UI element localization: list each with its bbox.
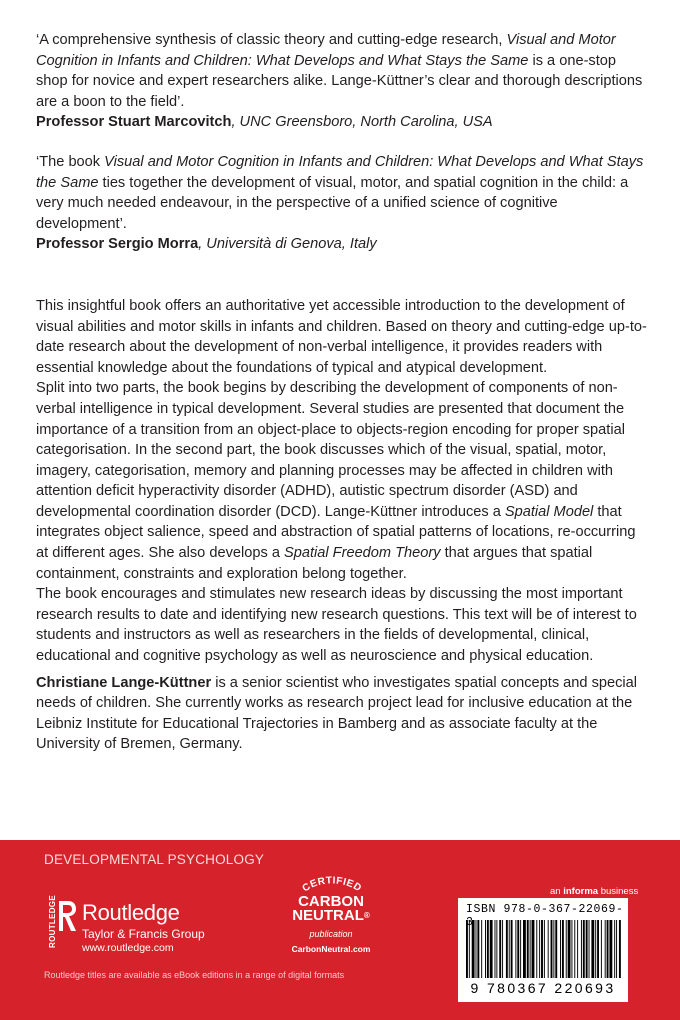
publisher-name: Routledge — [82, 900, 180, 925]
routledge-r-icon — [56, 899, 78, 933]
barcode-bar — [527, 920, 529, 978]
description-paragraph-2: Split into two parts, the book begins by describing the development of components of non-verbal intelligence in typical development. Several studies are presented that document the importance of a transition from an object-place to objects-region encoding for proper spatial categorisation. In the second part, the book discusses which of the visual, spatial, motor, imagery, categorisation, memory and planning processes may be affected in children with attention deficit hyperactivity disorder (ADHD), autistic spectrum disorder (ASD) and developmental coordination disorder (DCD). Lange-Küttner introduces a Spatial Model that integrates object salience, speed and abstraction of spatial patterns of locations, re-occurring at different ages. She also develops a Spatial Freedom Theory that argues that spatial containment, constraints and exploration belong together. — [36, 380, 636, 582]
barcode-bar — [530, 920, 531, 978]
barcode-bar — [469, 920, 470, 978]
barcode-bar — [544, 920, 545, 978]
publisher-group: Taylor & Francis Group — [82, 927, 205, 941]
author-name: Christiane Lange-Küttner — [36, 674, 212, 691]
endorsement-attribution — [36, 112, 648, 133]
barcode-bar — [481, 920, 482, 978]
endorser-name: Professor Stuart Marcovitch — [36, 114, 232, 131]
barcode-bar — [487, 920, 489, 978]
cover-text — [36, 30, 648, 755]
barcode-bar — [560, 920, 561, 978]
endorsement-attribution — [36, 234, 648, 255]
spatial-model-term: Spatial Model — [504, 503, 594, 520]
barcode-bar — [607, 920, 609, 978]
barcode-bar — [551, 920, 553, 978]
barcode-bar — [586, 920, 588, 978]
series-label: DEVELOPMENTAL PSYCHOLOGY — [44, 852, 265, 867]
ebook-note: Routledge titles are available as eBook editions in a range of digital formats — [44, 970, 345, 980]
barcode-bar — [541, 920, 543, 978]
barcode-bar — [609, 920, 612, 978]
barcode-bar — [476, 920, 477, 978]
barcode-bar — [472, 920, 475, 978]
description-paragraph-3: The book encourages and stimulates new research ideas by discussing the most important research results to date and identifying new research questions. This text will be of interest to students and instructors as well as researchers in the fields of developmental, clinical, educational and cognitive psychology as well as neuroscience and physical education. — [36, 586, 637, 665]
barcode-bar — [591, 920, 594, 978]
barcode-bar — [616, 920, 617, 978]
barcode-bar — [485, 920, 486, 978]
barcode-bar — [548, 920, 549, 978]
barcode-bar — [583, 920, 585, 978]
routledge-logo — [44, 897, 214, 952]
barcode-bar — [523, 920, 526, 978]
carbon-url[interactable]: CarbonNeutral.com — [291, 944, 371, 954]
barcode-bar — [562, 920, 564, 978]
isbn-barcode — [458, 898, 628, 1002]
barcode-bar — [520, 920, 521, 978]
barcode-bar — [568, 920, 571, 978]
barcode-bar — [581, 920, 582, 978]
barcode-bar — [595, 920, 596, 978]
barcode-bar — [511, 920, 513, 978]
barcode-bar — [605, 920, 606, 978]
barcode-bar — [589, 920, 590, 978]
spatial-freedom-term: Spatial Freedom Theory — [284, 545, 441, 562]
barcode-bar — [496, 920, 497, 978]
endorsement-text: ‘The book Visual and Motor Cognition in Infants and Children: What Develops and What Stays the Same ties together the development of visual, motor, and spatial cognition in the child: a very much needed endeavour, in the perspective of a unified science of cognitive development’. — [36, 153, 644, 232]
footer-band — [0, 840, 680, 1020]
barcode-bar — [499, 920, 501, 978]
barcode-bar — [577, 920, 578, 978]
barcode-bar — [597, 920, 599, 978]
book-title: Visual and Motor Cognition in Infants and Children: What Develops and What Stays the Same — [36, 32, 616, 69]
barcode-bar — [517, 920, 519, 978]
barcode-bar — [515, 920, 516, 978]
endorsement-text: ‘A comprehensive synthesis of classic theory and cutting-edge research, Visual and Motor Cognition in Infants and Children: What Develops and What Stays the Same is a one-stop shop for novice and expert researchers alike. Lange-Küttner’s clear and thorough descriptions are a boon to the field’. — [36, 32, 643, 110]
barcode-bar — [477, 920, 479, 978]
isbn-label: ISBN 978-0-367-22069- — [466, 903, 624, 916]
endorsement-2 — [36, 152, 648, 255]
publisher-vertical-text: ROUTLEDGE — [47, 895, 57, 948]
endorser-affiliation: , UNC Greensboro, North Carolina, USA — [231, 114, 493, 131]
barcode-bar — [539, 920, 540, 978]
barcode-bar — [553, 920, 554, 978]
barcode-bar — [495, 920, 496, 978]
barcode-number: 9 780367 220693 — [470, 980, 616, 996]
certified-text: CERTIFIED — [300, 875, 364, 895]
endorser-name: Professor Sergio Morra — [36, 236, 199, 253]
carbon-publication-label: publication — [309, 929, 353, 939]
informa-business-label: an informa business — [550, 886, 639, 897]
barcode-bar — [601, 920, 602, 978]
carbon-neutral-badge — [286, 870, 376, 980]
barcode-bar — [614, 920, 615, 978]
barcode-bar — [506, 920, 508, 978]
barcode-bar — [574, 920, 575, 978]
author-bio: Christiane Lange-Küttner is a senior scientist who investigates spatial concepts and special needs of children. She currently works as research project lead for inclusive education at the Leibniz Institute for Educational Trajectories in Bamberg and as associate faculty at the University of Bremen, Germany. — [36, 674, 638, 753]
barcode-bar — [466, 920, 468, 978]
endorser-affiliation: , Università di Genova, Italy — [198, 236, 377, 253]
barcode-bar — [490, 920, 493, 978]
barcode-bars — [462, 920, 624, 978]
endorsement-1 — [36, 30, 648, 133]
barcode-bar — [566, 920, 567, 978]
description-paragraph-1: This insightful book offers an authoritative yet accessible introduction to the development of visual abilities and motor skills in infants and children. Based on theory and cutting-edge up-to-date research about the development of non-verbal intelligence, it provides readers with essential knowledge about the foundations of typical and atypical development. — [36, 297, 647, 376]
barcode-bar — [502, 920, 503, 978]
carbon-neutral-wordmark: CARBON NEUTRAL® — [292, 893, 370, 924]
book-title: Visual and Motor Cognition in Infants and Children: What Develops and What Stays the Same — [36, 153, 644, 191]
svg-text:CERTIFIED — [301, 875, 364, 894]
barcode-bar — [509, 920, 510, 978]
barcode-bar — [571, 920, 572, 978]
publisher-url[interactable]: www.routledge.com — [82, 942, 174, 954]
barcode-bar — [532, 920, 535, 978]
barcode-bar — [619, 920, 621, 978]
barcode-bar — [555, 920, 557, 978]
barcode-bar — [536, 920, 537, 978]
